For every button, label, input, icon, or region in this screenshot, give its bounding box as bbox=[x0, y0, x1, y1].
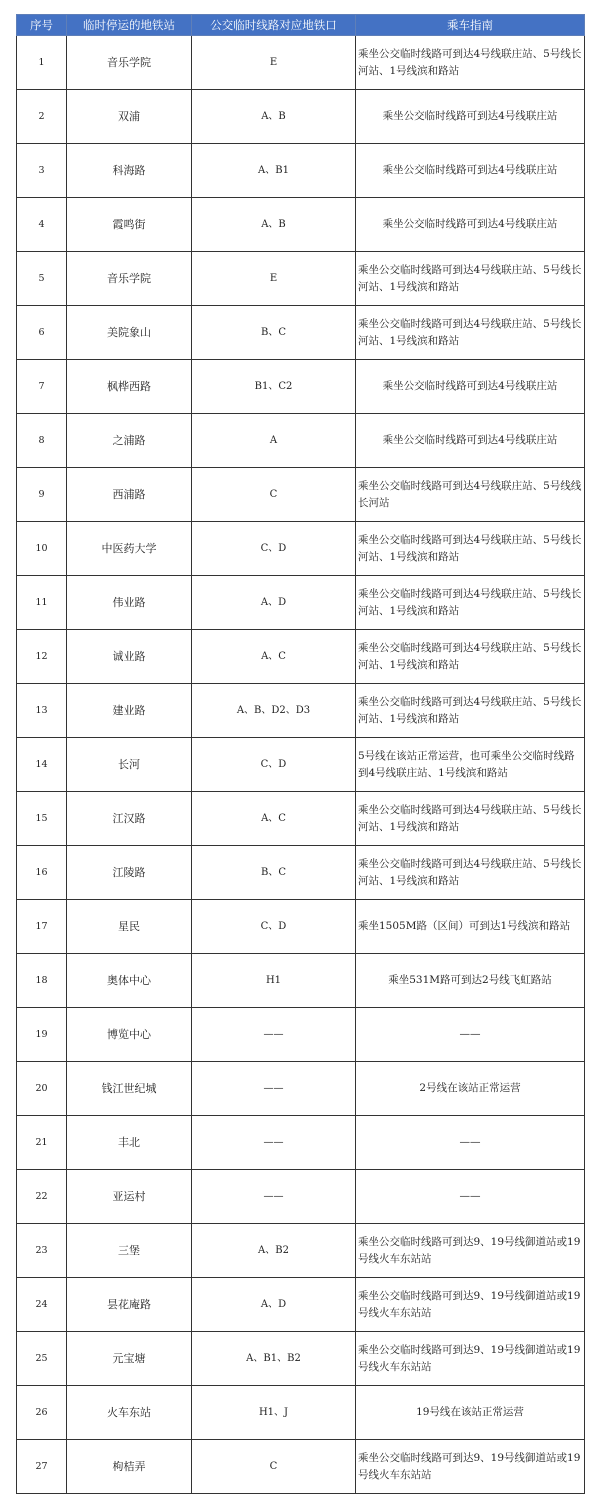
ride-guide: 乘坐公交临时线路可到达4号线联庄站、5号线长河站、1号线滨和路站 bbox=[356, 846, 585, 900]
station-name: 星民 bbox=[67, 900, 192, 954]
station-name: 火车东站 bbox=[67, 1386, 192, 1440]
table-row bbox=[17, 306, 585, 360]
station-name: 枫桦西路 bbox=[67, 360, 192, 414]
table-row bbox=[17, 1008, 585, 1062]
table-row bbox=[17, 1224, 585, 1278]
bus-exits: A bbox=[192, 414, 356, 468]
station-name: 昙花庵路 bbox=[67, 1278, 192, 1332]
station-name: 霞鸣街 bbox=[67, 198, 192, 252]
station-name: 亚运村 bbox=[67, 1170, 192, 1224]
ride-guide: 乘坐公交临时线路可到达4号线联庄站 bbox=[356, 414, 585, 468]
bus-exits: —— bbox=[192, 1008, 356, 1062]
station-name: 钱江世纪城 bbox=[67, 1062, 192, 1116]
bus-exits: —— bbox=[192, 1116, 356, 1170]
row-number: 2 bbox=[17, 90, 67, 144]
row-number: 25 bbox=[17, 1332, 67, 1386]
station-name: 建业路 bbox=[67, 684, 192, 738]
table-row bbox=[17, 414, 585, 468]
row-number: 12 bbox=[17, 630, 67, 684]
header-station: 临时停运的地铁站 bbox=[67, 15, 192, 36]
table-row bbox=[17, 90, 585, 144]
ride-guide: 乘坐公交临时线路可到达4号线联庄站、5号线长河站、1号线滨和路站 bbox=[356, 576, 585, 630]
table-row bbox=[17, 738, 585, 792]
table-row bbox=[17, 1062, 585, 1116]
row-number: 9 bbox=[17, 468, 67, 522]
ride-guide: —— bbox=[356, 1116, 585, 1170]
row-number: 24 bbox=[17, 1278, 67, 1332]
table-row bbox=[17, 1116, 585, 1170]
bus-exits: A、B、D2、D3 bbox=[192, 684, 356, 738]
row-number: 14 bbox=[17, 738, 67, 792]
row-number: 16 bbox=[17, 846, 67, 900]
ride-guide: 乘坐公交临时线路可到达9、19号线御道站或19号线火车东站站 bbox=[356, 1332, 585, 1386]
row-number: 20 bbox=[17, 1062, 67, 1116]
ride-guide: —— bbox=[356, 1170, 585, 1224]
bus-exits: A、D bbox=[192, 1278, 356, 1332]
row-number: 27 bbox=[17, 1440, 67, 1494]
table-row bbox=[17, 468, 585, 522]
bus-exits: A、B1、B2 bbox=[192, 1332, 356, 1386]
suspended-stations-table bbox=[16, 14, 585, 1494]
bus-exits: C bbox=[192, 1440, 356, 1494]
table-row bbox=[17, 846, 585, 900]
bus-exits: —— bbox=[192, 1062, 356, 1116]
table-row bbox=[17, 1278, 585, 1332]
table-row bbox=[17, 792, 585, 846]
station-name: 元宝塘 bbox=[67, 1332, 192, 1386]
table-row bbox=[17, 576, 585, 630]
ride-guide: 乘坐公交临时线路可到达4号线联庄站、5号线长河站、1号线滨和路站 bbox=[356, 630, 585, 684]
ride-guide: —— bbox=[356, 1008, 585, 1062]
bus-exits: A、B1 bbox=[192, 144, 356, 198]
station-name: 博览中心 bbox=[67, 1008, 192, 1062]
station-name: 美院象山 bbox=[67, 306, 192, 360]
station-name: 奥体中心 bbox=[67, 954, 192, 1008]
table-header-row bbox=[17, 15, 585, 36]
ride-guide: 乘坐公交临时线路可到达9、19号线御道站或19号线火车东站站 bbox=[356, 1440, 585, 1494]
table-row bbox=[17, 900, 585, 954]
ride-guide: 5号线在该站正常运营，也可乘坐公交临时线路到4号线联庄站、1号线滨和路站 bbox=[356, 738, 585, 792]
row-number: 10 bbox=[17, 522, 67, 576]
station-name: 枸桔弄 bbox=[67, 1440, 192, 1494]
row-number: 21 bbox=[17, 1116, 67, 1170]
table-row bbox=[17, 1170, 585, 1224]
station-name: 伟业路 bbox=[67, 576, 192, 630]
row-number: 13 bbox=[17, 684, 67, 738]
table-row bbox=[17, 684, 585, 738]
row-number: 1 bbox=[17, 36, 67, 90]
row-number: 11 bbox=[17, 576, 67, 630]
bus-exits: A、C bbox=[192, 630, 356, 684]
ride-guide: 2号线在该站正常运营 bbox=[356, 1062, 585, 1116]
station-name: 三堡 bbox=[67, 1224, 192, 1278]
bus-exits: A、B bbox=[192, 90, 356, 144]
ride-guide: 乘坐公交临时线路可到达9、19号线御道站或19号线火车东站站 bbox=[356, 1278, 585, 1332]
station-name: 诚业路 bbox=[67, 630, 192, 684]
header-number: 序号 bbox=[17, 15, 67, 36]
table-row bbox=[17, 954, 585, 1008]
station-name: 科海路 bbox=[67, 144, 192, 198]
ride-guide: 乘坐公交临时线路可到达4号线联庄站 bbox=[356, 144, 585, 198]
table-row bbox=[17, 360, 585, 414]
bus-exits: —— bbox=[192, 1170, 356, 1224]
ride-guide: 乘坐公交临时线路可到达4号线联庄站、5号线长河站、1号线滨和路站 bbox=[356, 36, 585, 90]
row-number: 3 bbox=[17, 144, 67, 198]
ride-guide: 乘坐531M路可到达2号线飞虹路站 bbox=[356, 954, 585, 1008]
header-bus-exits: 公交临时线路对应地铁口 bbox=[192, 15, 356, 36]
station-name: 双浦 bbox=[67, 90, 192, 144]
ride-guide: 乘坐公交临时线路可到达4号线联庄站、5号线长河站、1号线滨和路站 bbox=[356, 792, 585, 846]
bus-exits: H1、J bbox=[192, 1386, 356, 1440]
station-name: 长河 bbox=[67, 738, 192, 792]
bus-exits: E bbox=[192, 252, 356, 306]
ride-guide: 19号线在该站正常运营 bbox=[356, 1386, 585, 1440]
row-number: 26 bbox=[17, 1386, 67, 1440]
bus-exits: C bbox=[192, 468, 356, 522]
bus-exits: B、C bbox=[192, 846, 356, 900]
bus-exits: A、C bbox=[192, 792, 356, 846]
table-body bbox=[17, 36, 585, 1494]
station-name: 江陵路 bbox=[67, 846, 192, 900]
station-name: 中医药大学 bbox=[67, 522, 192, 576]
ride-guide: 乘坐公交临时线路可到达9、19号线御道站或19号线火车东站站 bbox=[356, 1224, 585, 1278]
ride-guide: 乘坐公交临时线路可到达4号线联庄站、5号线线长河站 bbox=[356, 468, 585, 522]
row-number: 8 bbox=[17, 414, 67, 468]
table-row bbox=[17, 36, 585, 90]
table-row bbox=[17, 144, 585, 198]
row-number: 22 bbox=[17, 1170, 67, 1224]
bus-exits: C、D bbox=[192, 900, 356, 954]
row-number: 18 bbox=[17, 954, 67, 1008]
ride-guide: 乘坐公交临时线路可到达4号线联庄站 bbox=[356, 360, 585, 414]
station-name: 之浦路 bbox=[67, 414, 192, 468]
table-row bbox=[17, 1386, 585, 1440]
station-name: 音乐学院 bbox=[67, 36, 192, 90]
row-number: 4 bbox=[17, 198, 67, 252]
table-row bbox=[17, 1332, 585, 1386]
table-row bbox=[17, 630, 585, 684]
bus-exits: B1、C2 bbox=[192, 360, 356, 414]
ride-guide: 乘坐公交临时线路可到达4号线联庄站 bbox=[356, 90, 585, 144]
row-number: 7 bbox=[17, 360, 67, 414]
station-name: 西浦路 bbox=[67, 468, 192, 522]
bus-exits: A、B bbox=[192, 198, 356, 252]
station-name: 丰北 bbox=[67, 1116, 192, 1170]
ride-guide: 乘坐公交临时线路可到达4号线联庄站、5号线长河站、1号线滨和路站 bbox=[356, 684, 585, 738]
station-name: 音乐学院 bbox=[67, 252, 192, 306]
row-number: 19 bbox=[17, 1008, 67, 1062]
table-row bbox=[17, 252, 585, 306]
bus-exits: B、C bbox=[192, 306, 356, 360]
row-number: 17 bbox=[17, 900, 67, 954]
header-guide: 乘车指南 bbox=[356, 15, 585, 36]
bus-exits: C、D bbox=[192, 738, 356, 792]
table-row bbox=[17, 198, 585, 252]
ride-guide: 乘坐公交临时线路可到达4号线联庄站、5号线长河站、1号线滨和路站 bbox=[356, 306, 585, 360]
row-number: 15 bbox=[17, 792, 67, 846]
row-number: 6 bbox=[17, 306, 67, 360]
bus-exits: H1 bbox=[192, 954, 356, 1008]
ride-guide: 乘坐1505M路（区间）可到达1号线滨和路站 bbox=[356, 900, 585, 954]
bus-exits: C、D bbox=[192, 522, 356, 576]
row-number: 23 bbox=[17, 1224, 67, 1278]
ride-guide: 乘坐公交临时线路可到达4号线联庄站、5号线长河站、1号线滨和路站 bbox=[356, 522, 585, 576]
ride-guide: 乘坐公交临时线路可到达4号线联庄站、5号线长河站、1号线滨和路站 bbox=[356, 252, 585, 306]
bus-exits: E bbox=[192, 36, 356, 90]
row-number: 5 bbox=[17, 252, 67, 306]
table-row bbox=[17, 522, 585, 576]
bus-exits: A、B2 bbox=[192, 1224, 356, 1278]
table-row bbox=[17, 1440, 585, 1494]
station-name: 江汉路 bbox=[67, 792, 192, 846]
bus-exits: A、D bbox=[192, 576, 356, 630]
ride-guide: 乘坐公交临时线路可到达4号线联庄站 bbox=[356, 198, 585, 252]
